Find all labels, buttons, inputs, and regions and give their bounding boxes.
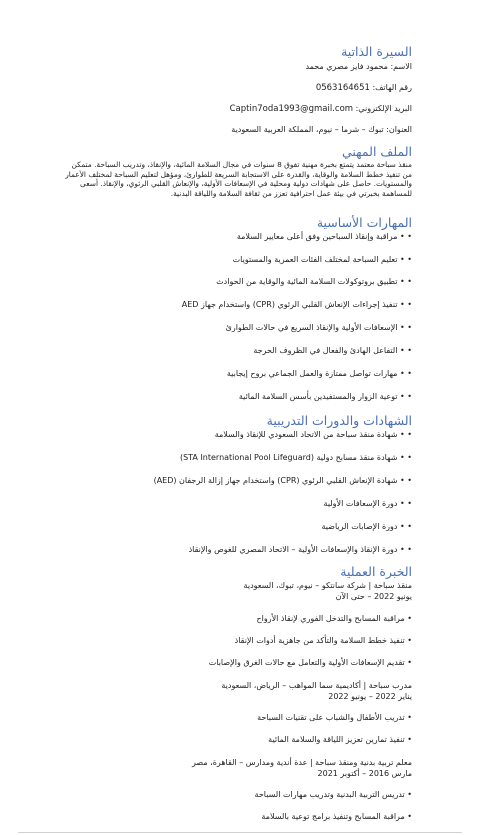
job-title: منقذ سباحة | شركة سانتكو – نيوم، تبوك، السعودية [243, 581, 412, 590]
skill-item: • • تعليم السباحة لمختلف الفئات العمرية والمستويات [232, 255, 412, 264]
job-duty: • مراقبة المسابح وتنفيذ برامج توعية بالسلامة [261, 812, 412, 821]
job-period: يناير 2022 – يونيو 2022 [328, 692, 412, 701]
cert-item: • • شهادة الإنعاش القلبي الرئوي (CPR) واستخدام جهاز إزالة الرجفان (AED) [153, 476, 412, 485]
skill-item: • • تطبيق بروتوكولات السلامة المائية والوقاية من الحوادث [216, 277, 412, 286]
job-period: مارس 2016 – أكتوبر 2021 [317, 769, 412, 778]
address-line: العنوان: تبوك – شرما – نيوم، المملكة العربية السعودية [231, 125, 412, 134]
skill-item: • • توعية الزوار والمستفيدين بأسس السلامة المائية [238, 392, 412, 401]
experience-heading: الخبرة العملية [340, 564, 412, 579]
profile-line: والمستويات. حاصل على شهادات دولية ومحلية في الإسعافات الأولية، والإنعاش القلبي الرئوي، والإنقاذ. أسعى [80, 179, 412, 189]
profile-line: من تنفيذ خطط السلامة والوقاية، والقدرة على الاستجابة السريعة للطوارئ، ومؤهل لتعليم السباحة لمختلف الأعمار [65, 169, 412, 179]
job-duty: • مراقبة المسابح والتدخل الفوري لإنقاذ الأرواح [256, 614, 412, 623]
phone-value: 0563164651 [315, 83, 370, 93]
cert-item: • • شهادة منقذ مسابح دولية (STA International Pool Lifeguard) [179, 453, 412, 462]
cert-item: • • دورة الإنقاذ والإسعافات الأولية – الاتحاد المصري للغوص والإنقاذ [188, 545, 412, 554]
job-duty: • تنفيذ تمارين تعزيز اللياقة والسلامة المائية [268, 735, 412, 744]
skill-item: • • مهارات تواصل ممتازة والعمل الجماعي بروح إيجابية [226, 369, 412, 378]
profile-paragraph [56, 160, 412, 198]
profile-line: للمساهمة بخبرتي في بيئة عمل احترافية تعزز من ثقافة السلامة واللياقة البدنية. [170, 188, 412, 198]
job-duty: • تقديم الإسعافات الأولية والتعامل مع حالات الغرق والإصابات [208, 658, 412, 667]
page-bottom-divider [18, 832, 462, 833]
phone-label: رقم الهاتف: [372, 83, 412, 92]
skill-item: • • تنفيذ إجراءات الإنعاش القلبي الرئوي (CPR) واستخدام جهاز AED [181, 300, 412, 309]
profile-line: منقذ سباحة معتمد يتمتع بخبرة مهنية تفوق 8 سنوات في مجال السلامة المائية، والإنقاذ، وتدريب السباحة. متمكن [71, 160, 412, 169]
skill-item: • • التفاعل الهادئ والفعال في الظروف الحرجة [253, 346, 412, 355]
job-title: مدرب سباحة | أكاديمية سما المواهب – الرياض، السعودية [221, 681, 412, 690]
cv-title: السيرة الذاتية [341, 44, 412, 59]
phone-line [30, 82, 412, 94]
skill-item: • • الإسعافات الأولية والإنقاذ السريع في حالات الطوارئ [225, 323, 412, 332]
job-period: يونيو 2022 – حتى الآن [335, 592, 412, 601]
skill-item: • • مراقبة وإنقاذ السباحين وفق أعلى معايير السلامة [236, 232, 412, 241]
skills-heading: المهارات الأساسية [316, 215, 412, 230]
name-line: الاسم: محمود فايز مصري محمد [305, 62, 412, 71]
job-duty: • تدريب الأطفال والشباب على تقنيات السباحة [257, 713, 412, 722]
job-duty: • تنفيذ خطط السلامة والتأكد من جاهزية أدوات الإنقاذ [234, 636, 412, 645]
certs-heading: الشهادات والدورات التدريبية [266, 413, 412, 428]
email-value[interactable]: Captin7oda1993@gmail.com [229, 104, 354, 114]
cert-item: • • دورة الإسعافات الأولية [323, 499, 412, 508]
cert-item: • • دورة الإصابات الرياضية [321, 522, 412, 531]
cert-item: • • شهادة منقذ سباحة من الاتحاد السعودي للإنقاذ والسلامة [214, 430, 412, 439]
job-duty: • تدريس التربية البدنية وتدريب مهارات السباحة [254, 790, 412, 799]
profile-heading: الملف المهني [341, 144, 412, 159]
email-label: البريد الإلكتروني: [355, 104, 412, 113]
email-line [30, 103, 412, 115]
job-title: معلم تربية بدنية ومنقذ سباحة | عدة أندية ومدارس – القاهرة، مصر [191, 758, 412, 767]
